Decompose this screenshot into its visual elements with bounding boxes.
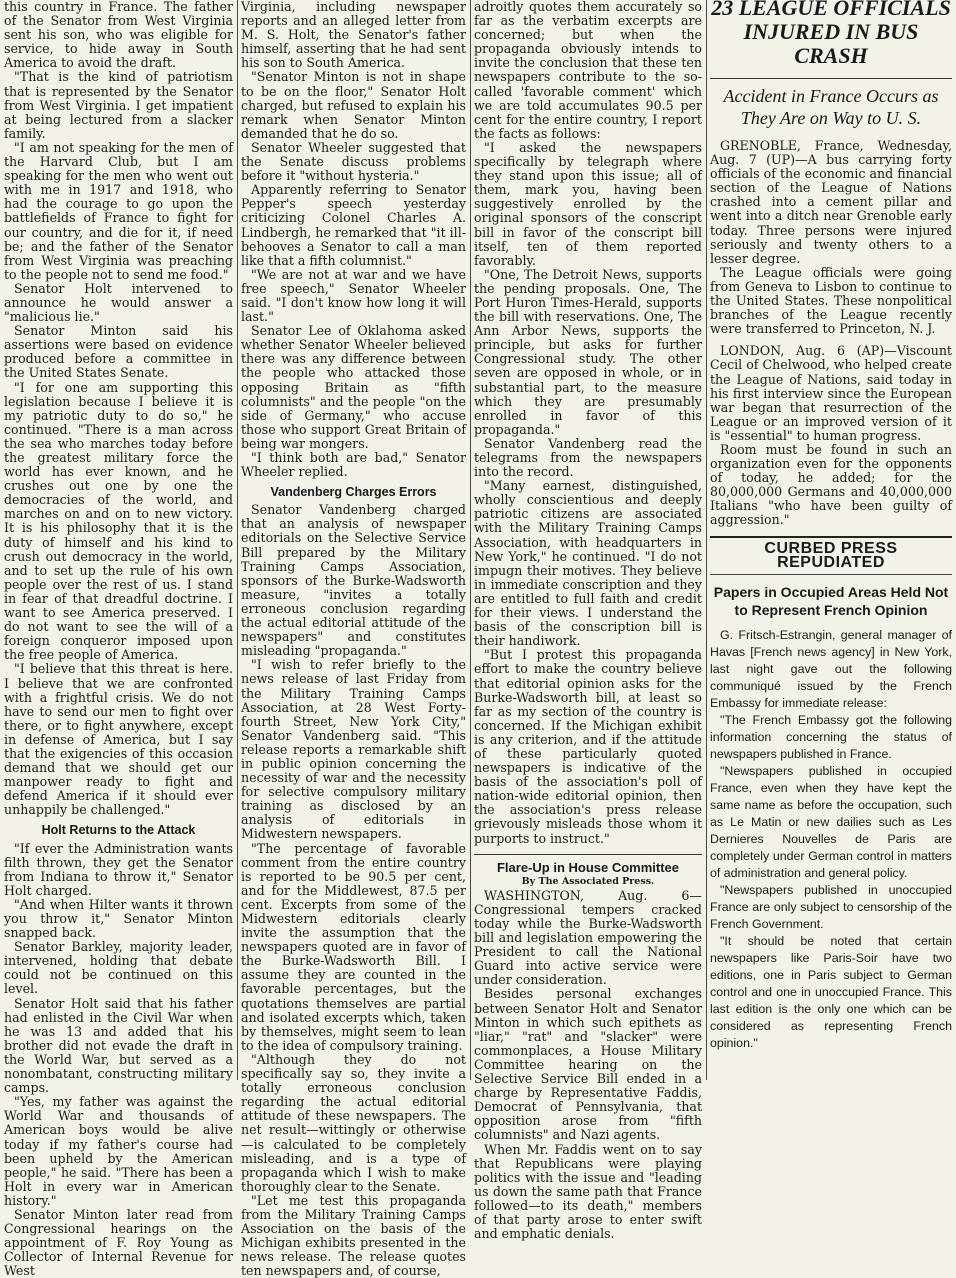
paragraph: Besides personal exchanges between Senator Holt and Senator Minton in which such epithets as "liar," "rat" and "slacker" were commonplaces, a House Military Committee hearing on the Selective Service Bill ended in a charge by Representative Faddis, Democrat of Pennsylvania, that opposition arose from "fifth columnists" and Nazi agents. — [474, 986, 702, 1143]
paragraph: The League officials were going from Geneva to Lisbon to continue to the United States. These nonpolitical branches of the League recently were transferred to Princeton, N. J. — [710, 264, 952, 337]
headline-curbed-press: CURBED PRESS REPUDIATED — [710, 536, 952, 575]
paragraph: Senator Vandenberg charged that an analysis of newspaper editorials on the Selective Service Bill prepared by the Military Training Camps Association, sponsors of the Burke-Wadsworth measure, "invites a totally erroneous conclusion regarding the actual editorial attitude of the newspapers" and constitutes misleading "propaganda." — [241, 502, 466, 659]
paragraph: WASHINGTON, Aug. 6—Congressional tempers cracked today while the Burke-Wadsworth bill and legislation empowering the President to call the National Guard into active service were under consideration. — [474, 887, 702, 988]
paragraph: "It should be noted that certain newspapers like Paris-Soir have two editions, one in Paris subject to German control and one in unoccupied France. This last edition is the only one which can be considered as representing French opinion." — [710, 933, 952, 1050]
headline-league-officials: 23 LEAGUE OFFICIALS INJURED IN BUS CRASH — [711, 0, 951, 68]
subhead-vandenberg-charges: Vandenberg Charges Errors — [270, 485, 437, 500]
paragraph: "But I protest this propaganda effort to make the country believe that editorial opinion asks for the Burke-Wadsworth bill, at least so far as my section of the country is concerned. If the Michigan exhibit is any criterion, and if the attitude of these particularly quoted newspapers is indicative of the basis of the association's poll of nation-wide editorial opinion, then the association's press release grievously misleads those whom it purports to instruct." — [474, 647, 702, 846]
paragraph: Senator Minton later read from Congressional hearings on the appointment of F. Roy Young as Collector of Internal Revenue for West — [4, 1206, 233, 1278]
paragraph: "I wish to refer briefly to the news release of last Friday from the Military Training Camps Association, at 28 West Forty-fourth Street, New York City," Senator Vandenberg said. "This release reports a remarkable shift in public opinion concerning the necessity of war and the necessity for selective compulsory military training as disclosed by an analysis of editorials in Midwestern newspapers. — [241, 657, 466, 842]
subhead-holt-returns: Holt Returns to the Attack — [41, 823, 196, 838]
paragraph: "We are not at war and we have free speech," Senator Wheeler said. "I don't know how long it will last." — [241, 266, 466, 325]
paragraph: Apparently referring to Senator Pepper's speech yesterday criticizing Colonel Charles A. Lindbergh, he remarked that "it ill-behooves a Senator to call a man like that a fifth columnist." — [241, 182, 466, 268]
paragraph: LONDON, Aug. 6 (AP)—Viscount Cecil of Chelwood, who helped create the League of Nations, said today in his first interview since the European war began that resurrection of the League or an improved version of it is "essential" to human progress. — [710, 343, 952, 443]
paragraph: this country in France. The father of the Senator from West Virginia sent his son, who was eligible for service, to hide away in South America to avoid the draft. — [4, 0, 233, 71]
paragraph: Senator Holt intervened to announce he would answer a "malicious lie." — [4, 280, 233, 325]
paragraph: "And when Hilter wants it thrown you throw it," Senator Minton snapped back. — [4, 896, 233, 941]
deck-accident-in-france: Accident in France Occurs as They Are on Way to U. S. — [710, 78, 952, 129]
paragraph: "One, The Detroit News, supports the pending proposals. One, The Port Huron Times-Herald, supports the bill with reservations. One, The Ann Arbor News, supports the principle, but asks for further Congressional study. The other seven are opposed in whole, or in substantial part, to the measure which they are presumably enrolled in favor of this propaganda." — [474, 266, 702, 437]
paragraph: "The French Embassy got the following information concerning the status of newspapers published in France. — [710, 712, 952, 761]
paragraph: "That is the kind of patriotism that is represented by the Senator from West Virginia. I get impatient at being lectured from a slacker family. — [4, 69, 233, 141]
paragraph: "I am not speaking for the men of the Harvard Club, but I am speaking for the men who went out with me in 1917 and 1918, who had the courage to go upon the battlefields of France to fight for our country, and die for it, if need be; and the father of the Senator from West Virginia was preaching to the people not to send me food." — [4, 139, 233, 282]
paragraph: adroitly quotes them accurately so far as the verbatim excerpts are concerned; but when the propaganda obviously intends to invite the conclusion that these ten newspapers contribute to the so-called 'favorable comment' which we are told accumulates 90.5 per cent for the entire country, I report the facts as follows: — [474, 0, 702, 141]
paragraph: "Yes, my father was against the World War and thousands of American boys would be alive today if my father's course had been upheld by the American people," he said. "There has been a Holt in every war in American history." — [4, 1094, 233, 1208]
paragraph: "Although they do not specifically say so, they invite a totally erroneous conclusion regarding the actual editorial attitude of these newspapers. The net result—wittingly or otherwise—is calculated to be completely misleading, and is a type of propaganda which I wish to make thoroughly clear to the Senate. — [241, 1051, 466, 1194]
paragraph: "If ever the Administration wants filth thrown, they get the Senator from Indiana to throw it," Senator Holt charged. — [4, 840, 233, 898]
column-1 — [0, 0, 237, 1278]
paragraph: Senator Minton said his assertions were based on evidence produced before a committee in the United States Senate. — [4, 323, 233, 381]
paragraph: G. Fritsch-Estrangin, general manager of Havas [French news agency] in New York, last night gave out the following communiqué issued by the French Embassy for immediate release: — [710, 627, 952, 710]
column-3 — [470, 0, 706, 1242]
paragraph: Room must be found in such an organization even for the opponents of today, he added; for the 80,000,000 Germans and 40,000,000 Italians "who have been guilty of aggression." — [710, 441, 952, 528]
paragraph: Senator Holt said that his father had enlisted in the Civil War when he was 13 and added that his brother did not evade the draft in the World War, but served as a nonombatant, constructing military camps. — [4, 995, 233, 1096]
paragraph: "I for one am supporting this legislation because I believe it is my patriotic duty to do so," he continued. "There is a man across the sea who marches today before the greatest military force the world has ever known, and he crushes out one by one the democracies of the world, and marches on and on to new victory. It is his philosophy that it is the duty of himself and his kind to crush out democracy in the world, and to set up the rule of his own people over the rest of us. I stand in fear of that dreadful doctrine. I want to see America preserved. I do not want to see the will of a foreign conqueror imposed upon the free people of America. — [4, 379, 233, 663]
paragraph: GRENOBLE, France, Wednesday, Aug. 7 (UP)—A bus carrying forty officials of the economic and financial section of the League of Nations crashed into a cement pillar and went into a ditch near Grenoble early today. Three persons were injured seriously and twenty others to a lesser degree. — [710, 138, 952, 266]
paragraph: "Senator Minton is not in shape to be on the floor," Senator Holt charged, but refused to explain his remark when Senator Minton demanded that he do so. — [241, 69, 466, 141]
column-4 — [706, 0, 956, 1080]
paragraph: "Newspapers published in occupied France, even when they have kept the same name as before the occupation, such as Le Matin or new dailies such as Les Dernieres Nouvelles de Paris are completely under German control in matters of administration and general policy. — [710, 763, 952, 880]
column-2 — [237, 0, 470, 1278]
paragraph: "I think both are bad," Senator Wheeler replied. — [241, 450, 466, 480]
paragraph: "Let me test this propaganda from the Military Training Camps Association on the basis of the Michigan exhibits presented in the news release. The release quotes ten newspapers and, of course, — [241, 1192, 466, 1278]
paragraph: When Mr. Faddis went on to say that Republicans were playing politics with the issue and "leading us down the same path that France followed—to its death," members of that party arose to enter swift and emphatic denials. — [474, 1141, 702, 1242]
subhead-flare-up: Flare-Up in House Committee — [474, 854, 702, 875]
paragraph: "Newspapers published in unoccupied France are only subject to censorship of the French Government. — [710, 882, 952, 931]
deck-papers-in-occupied-areas: Papers in Occupied Areas Held Not to Represent French Opinion — [713, 583, 949, 618]
paragraph: Senator Barkley, majority leader, intervened, holding that debate could not be continued on this level. — [4, 939, 233, 997]
paragraph: "The percentage of favorable comment from the entire country is reported to be 90.5 per cent, and for the Middlewest, 87.5 per cent. Excerpts from some of the Midwestern editorials clearly invite the assumption that the newspapers quoted are in favor of the Burke-Wadsworth Bill. I assume they are counted in the favorable percentages, but the quotations themselves are partial and isolated excerpts which, taken by themselves, might seem to lean to the idea of compulsory training. — [241, 840, 466, 1053]
byline: By The Associated Press. — [521, 875, 655, 887]
paragraph: "I believe that this threat is here. I believe that we are confronted with a frightful crisis. We do not have to send our men to fight over there, or to fight anywhere, except in defense of America, but I say that the exigencies of this occasion demand that we should get our manpower ready to fight and defend America if it should ever unhappily be challenged." — [4, 661, 233, 818]
paragraph: Virginia, including newspaper reports and an alleged letter from M. S. Holt, the Senator's father himself, asserting that he had sent his son to South America. — [241, 0, 466, 71]
paragraph: Senator Vandenberg read the telegrams from the newspapers into the record. — [474, 435, 702, 480]
paragraph: "I asked the newspapers specifically by telegraph where they stand upon this issue; all of them, mark you, having been suggestively enrolled by the original sponsors of the conscript bill in favor of the conscript bill itself, ten of them reported favorably. — [474, 139, 702, 268]
paragraph: Senator Wheeler suggested that the Senate discuss problems before it "without hysteria." — [241, 139, 466, 184]
paragraph: "Many earnest, distinguished, wholly conscientious and deeply patriotic citizens are associated with the Military Training Camps Association, with headquarters in New York," he continued. "I do not impugn their motives. They believe in immediate conscription and they are entitled to full faith and credit for their views. I understand the basis of the conscription bill is their handiwork. — [474, 478, 702, 649]
paragraph: Senator Lee of Oklahoma asked whether Senator Wheeler believed there was any difference between the people who attacked those opposing Britain as "fifth columnists" and the people "on the side of Germany," who accuse those who support Great Britain of being war mongers. — [241, 323, 466, 451]
